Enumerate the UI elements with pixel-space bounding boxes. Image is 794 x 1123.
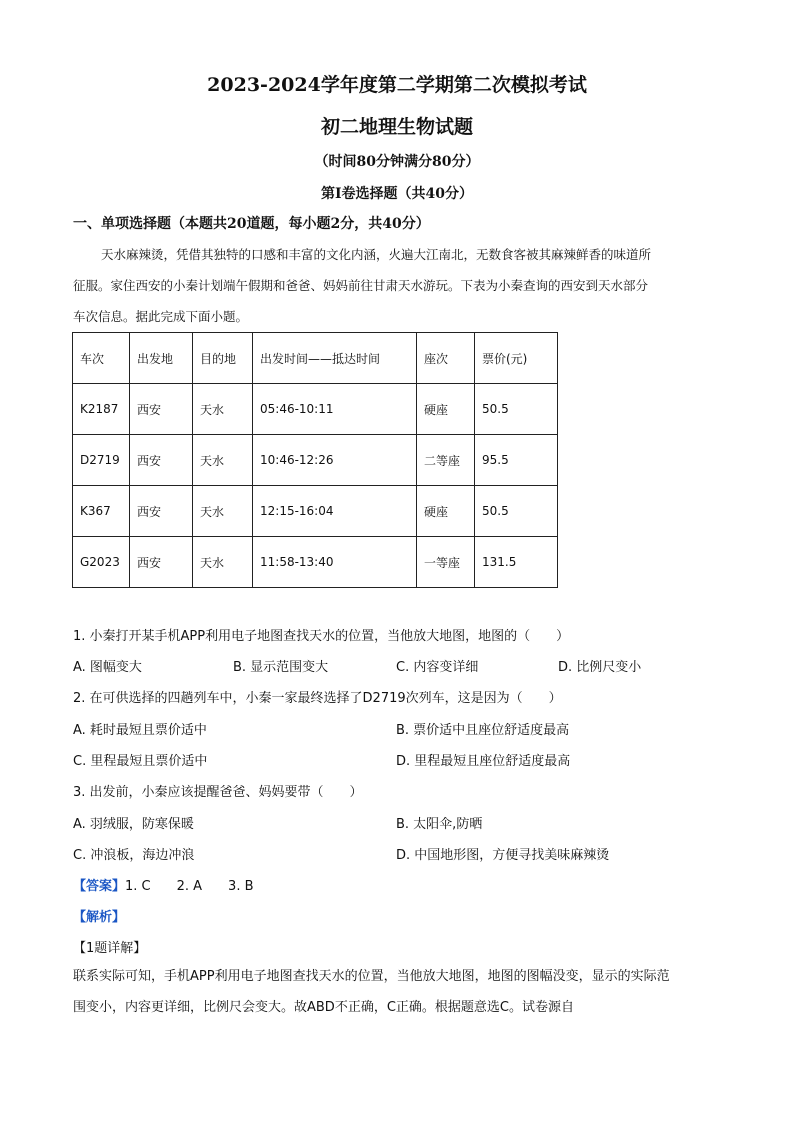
exam-subtitle: 初二地理生物试题: [320, 116, 473, 138]
question-stem: 3. 出发前，小秦应该提醒爸爸、妈妈要带（ ）: [73, 785, 363, 800]
table-cell: 西安: [130, 384, 193, 435]
table-row: [73, 486, 558, 537]
table-cell: 西安: [130, 537, 193, 588]
table-cell: 05:46-10:11: [253, 384, 417, 435]
table-cell: 天水: [193, 537, 253, 588]
table-cell: 西安: [130, 435, 193, 486]
analysis-line: [73, 906, 125, 925]
question-option: A. 图幅变大: [73, 660, 142, 675]
table-cell: 11:58-13:40: [253, 537, 417, 588]
table-cell: K2187: [73, 384, 130, 435]
table-cell: 50.5: [475, 384, 558, 435]
table-cell: 二等座: [417, 435, 475, 486]
train-table: [72, 332, 558, 588]
table-header-row: [73, 333, 558, 384]
part-heading: 一、单项选择题（本题共20道题，每小题2分，共40分）: [73, 216, 430, 232]
analysis-text-line: 联系实际可知，手机APP利用电子地图查找天水的位置，当他放大地图，地图的图幅没变，显示的实际范: [73, 969, 670, 984]
table-header-cell: 出发地: [130, 333, 193, 384]
table-header-cell: 座次: [417, 333, 475, 384]
table-cell: 天水: [193, 435, 253, 486]
table-cell: 10:46-12:26: [253, 435, 417, 486]
intro-line: 车次信息。据此完成下面小题。: [73, 309, 249, 324]
intro-line: 天水麻辣烫，凭借其独特的口感和丰富的文化内涵，火遍大江南北，无数食客被其麻辣鲜香的味道所: [101, 247, 652, 262]
table-cell: G2023: [73, 537, 130, 588]
table-header-cell: 出发时间——抵达时间: [253, 333, 417, 384]
table-cell: 天水: [193, 384, 253, 435]
table-cell: 硬座: [417, 486, 475, 537]
table-cell: 50.5: [475, 486, 558, 537]
question-option: D. 里程最短且座位舒适度最高: [396, 754, 571, 769]
table-header-cell: 车次: [73, 333, 130, 384]
question-option: C. 冲浪板，海边冲浪: [73, 848, 195, 863]
question-option: D. 中国地形图，方便寻找美味麻辣烫: [396, 848, 610, 863]
question-option: A. 耗时最短且票价适中: [73, 723, 207, 738]
answer-tag: 【答案】: [73, 879, 126, 894]
question-option: C. 内容变详细: [396, 660, 479, 675]
question-option: D. 比例尺变小: [558, 660, 642, 675]
table-cell: 95.5: [475, 435, 558, 486]
table-row: [73, 384, 558, 435]
question-option: B. 显示范围变大: [233, 660, 329, 675]
table-cell: K367: [73, 486, 130, 537]
table-cell: 硬座: [417, 384, 475, 435]
analysis-subheading: 【1题详解】: [73, 941, 147, 956]
question-stem: 2. 在可供选择的四趟列车中，小秦一家最终选择了D2719次列车，这是因为（ ）: [73, 691, 562, 706]
table-cell: D2719: [73, 435, 130, 486]
section-title: 第Ⅰ卷选择题（共40分）: [320, 186, 474, 202]
analysis-tag: 【解析】: [73, 910, 126, 925]
answer-text: 1. C 2. A 3. B: [125, 879, 254, 894]
intro-line: 征服。家住西安的小秦计划端午假期和爸爸、妈妈前往甘肃天水游玩。下表为小秦查询的西安到天水部分: [73, 278, 649, 293]
table-header-cell: 票价(元): [475, 333, 558, 384]
exam-title: 2023-2024学年度第二学期第二次模拟考试: [207, 74, 587, 96]
table-cell: 西安: [130, 486, 193, 537]
table-cell: 一等座: [417, 537, 475, 588]
analysis-text-line: 围变小，内容更详细，比例尺会变大。故ABD不正确，C正确。根据题意选C。试卷源自: [73, 1000, 574, 1015]
question-option: B. 票价适中且座位舒适度最高: [396, 723, 570, 738]
analysis-paragraph: [73, 961, 723, 1023]
table-row: [73, 537, 558, 588]
question-stem: 1. 小秦打开某手机APP利用电子地图查找天水的位置，当他放大地图，地图的（ ）: [73, 629, 570, 644]
table-header-cell: 目的地: [193, 333, 253, 384]
answer-line: [73, 875, 254, 894]
table-cell: 12:15-16:04: [253, 486, 417, 537]
intro-paragraph: [73, 239, 725, 332]
question-option: A. 羽绒服，防寒保暖: [73, 817, 194, 832]
question-option: B. 太阳伞,防晒: [396, 817, 483, 832]
time-note: （时间80分钟满分80分）: [314, 154, 480, 170]
table-row: [73, 435, 558, 486]
table-cell: 131.5: [475, 537, 558, 588]
table-cell: 天水: [193, 486, 253, 537]
question-option: C. 里程最短且票价适中: [73, 754, 208, 769]
